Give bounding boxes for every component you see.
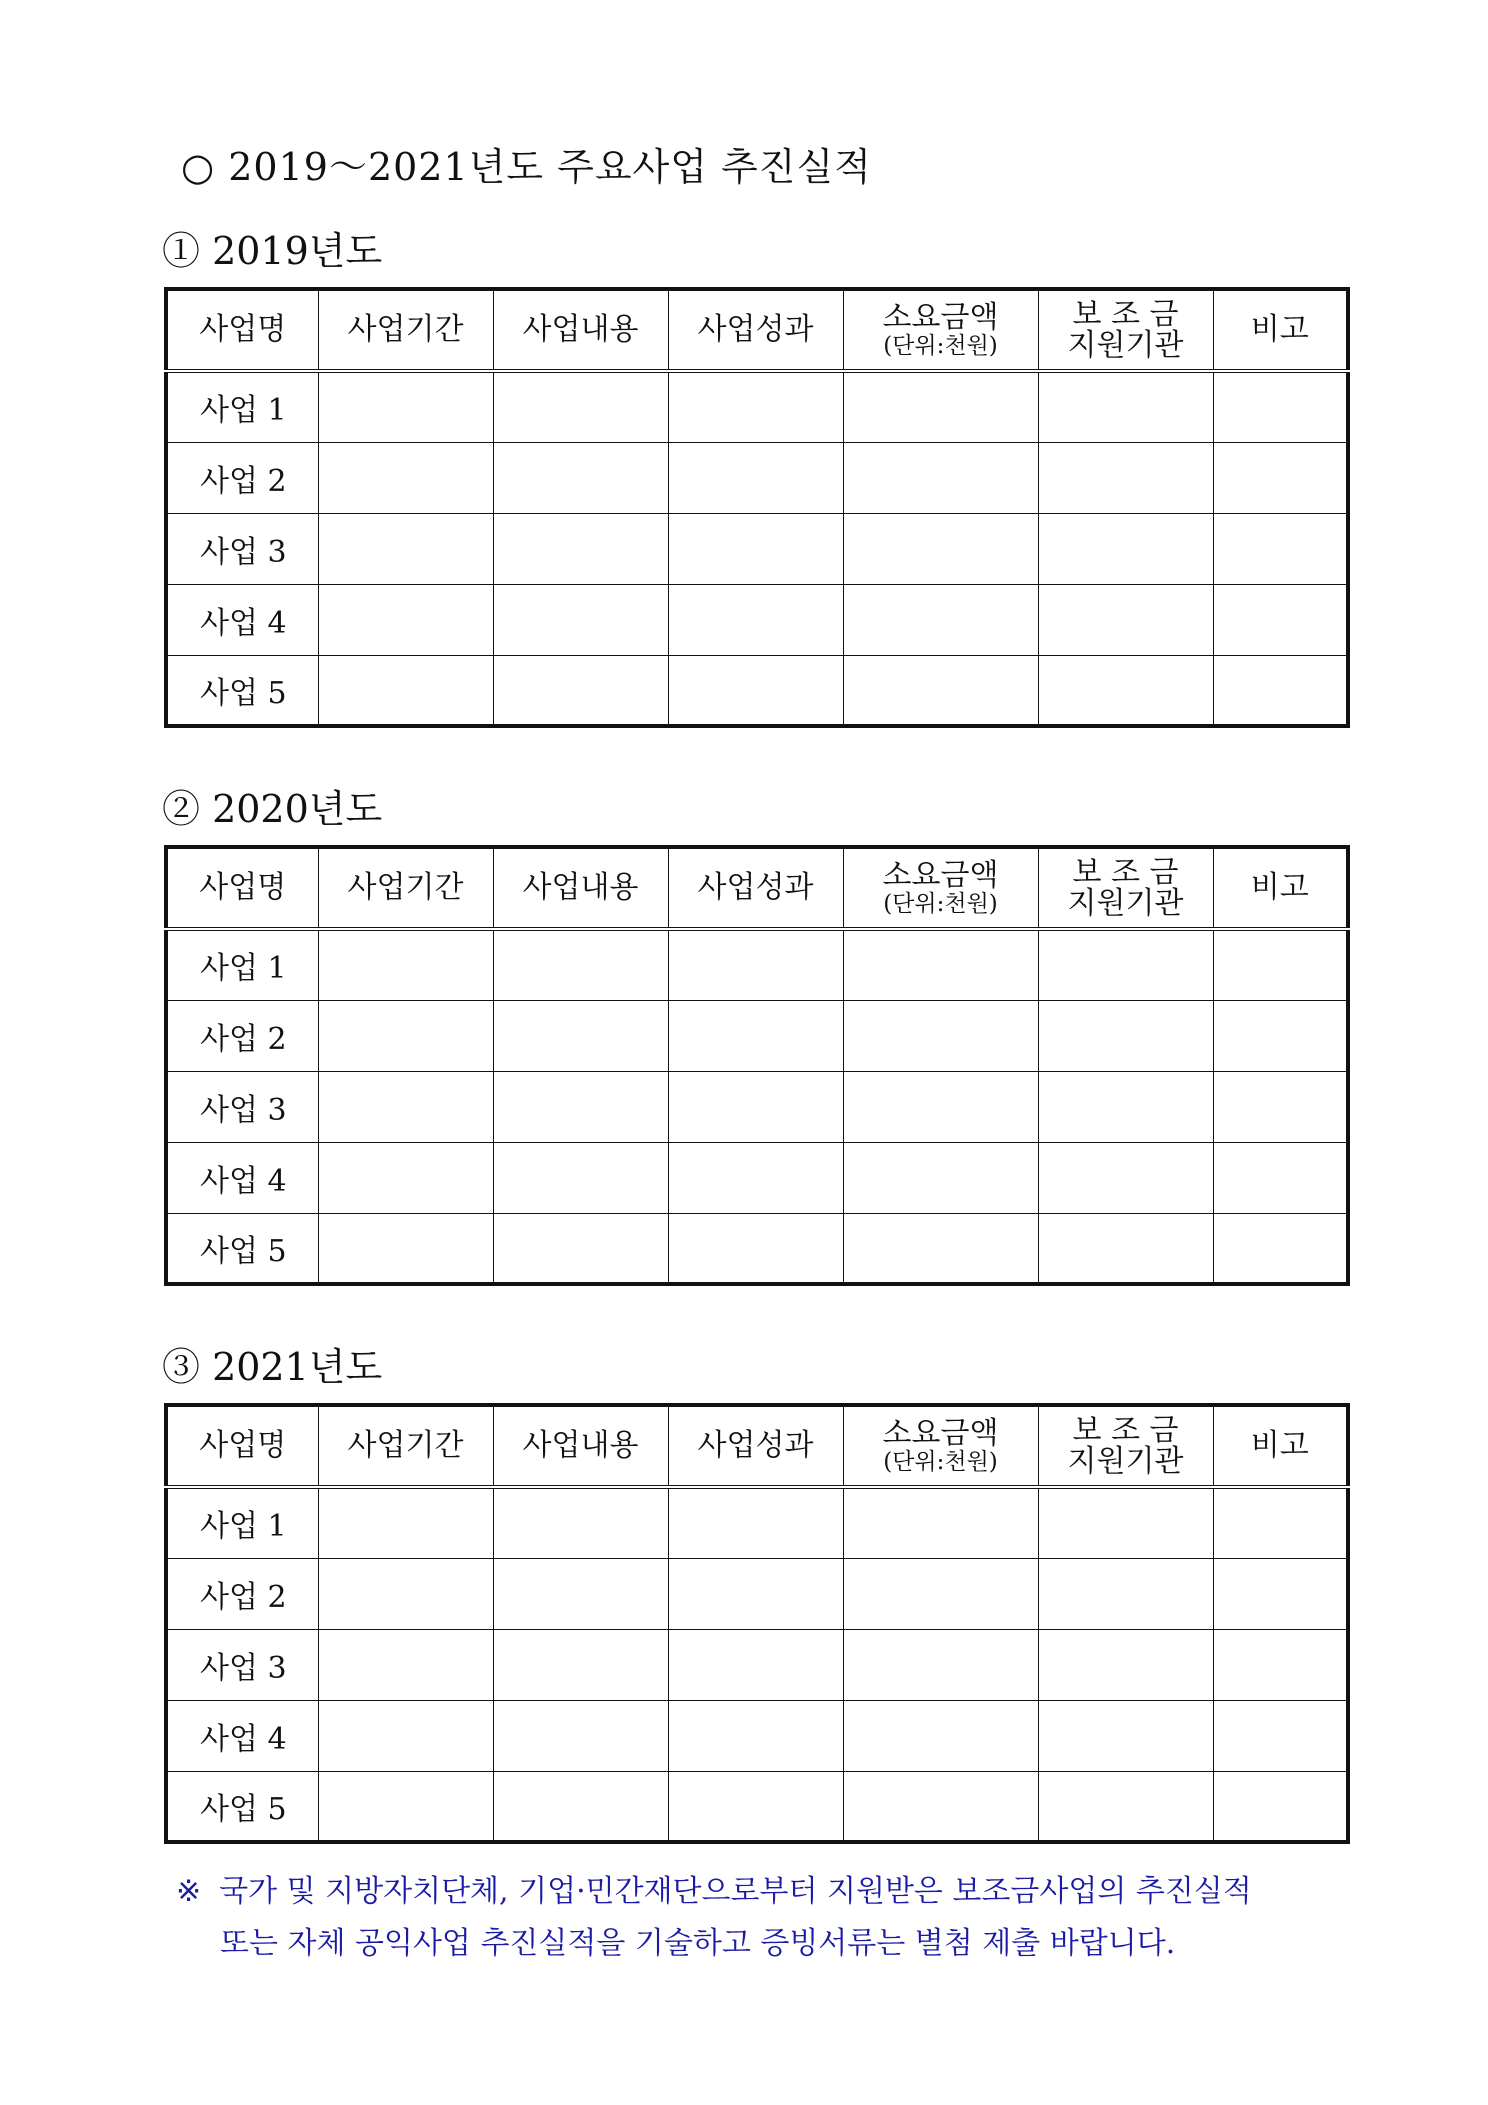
row-label: 사업 1: [166, 1487, 318, 1558]
content-cell[interactable]: [493, 1071, 668, 1142]
header-subsidy-agency: [1038, 289, 1213, 371]
row-label: 사업 1: [166, 371, 318, 442]
header-amount-label: 소요금액: [882, 1416, 999, 1452]
header-business-content: 사업내용: [493, 847, 668, 929]
remarks-cell[interactable]: [1213, 1629, 1348, 1700]
header-remarks: 비고: [1213, 847, 1348, 929]
result-cell[interactable]: [668, 1629, 843, 1700]
row-label: 사업 5: [166, 655, 318, 726]
period-cell[interactable]: [318, 1558, 493, 1629]
subsidy-cell[interactable]: [1038, 1071, 1213, 1142]
header-amount-unit: (단위:천원): [883, 890, 998, 917]
subsidy-cell[interactable]: [1038, 929, 1213, 1000]
amount-cell[interactable]: [843, 1771, 1038, 1842]
row-label: 사업 3: [166, 1071, 318, 1142]
amount-cell[interactable]: [843, 1071, 1038, 1142]
amount-cell[interactable]: [843, 442, 1038, 513]
header-row: [166, 1405, 1348, 1487]
header-subsidy-line2: 지원기관: [1067, 1444, 1184, 1479]
footnote-text-1: 국가 및 지방자치단체, 기업·민간재단으로부터 지원받은 보조금사업의 추진실적: [219, 1874, 1252, 1909]
header-subsidy-line1: 보 조 금: [1072, 1412, 1179, 1448]
remarks-cell[interactable]: [1213, 584, 1348, 655]
result-cell[interactable]: [668, 655, 843, 726]
table-row: [166, 442, 1348, 513]
content-cell[interactable]: [493, 929, 668, 1000]
table-row: [166, 1558, 1348, 1629]
header-business-result: 사업성과: [668, 847, 843, 929]
remarks-cell[interactable]: [1213, 1071, 1348, 1142]
table-row: [166, 1071, 1348, 1142]
subsidy-cell[interactable]: [1038, 1700, 1213, 1771]
period-cell[interactable]: [318, 1142, 493, 1213]
content-cell[interactable]: [493, 1558, 668, 1629]
header-subsidy-line2: 지원기관: [1067, 886, 1184, 921]
row-label: 사업 2: [166, 1000, 318, 1071]
header-subsidy-agency: [1038, 1405, 1213, 1487]
row-label: 사업 2: [166, 442, 318, 513]
result-cell[interactable]: [668, 1071, 843, 1142]
reference-mark-icon: ※: [176, 1874, 202, 1909]
period-cell[interactable]: [318, 1213, 493, 1284]
header-required-amount: [843, 289, 1038, 371]
table-row: [166, 1142, 1348, 1213]
amount-cell[interactable]: [843, 1487, 1038, 1558]
footnote: [176, 1866, 1356, 1970]
subsidy-cell[interactable]: [1038, 1213, 1213, 1284]
amount-cell[interactable]: [843, 584, 1038, 655]
header-amount-label: 소요금액: [882, 300, 999, 336]
header-business-period: 사업기간: [318, 1405, 493, 1487]
remarks-cell[interactable]: [1213, 1558, 1348, 1629]
header-row: [166, 847, 1348, 929]
remarks-cell[interactable]: [1213, 1213, 1348, 1284]
period-cell[interactable]: [318, 1487, 493, 1558]
period-cell[interactable]: [318, 1700, 493, 1771]
amount-cell[interactable]: [843, 1213, 1038, 1284]
row-label: 사업 1: [166, 929, 318, 1000]
amount-cell[interactable]: [843, 655, 1038, 726]
result-cell[interactable]: [668, 584, 843, 655]
section-title-2020: ② 2020년도: [162, 787, 383, 831]
content-cell[interactable]: [493, 655, 668, 726]
table-row: [166, 371, 1348, 442]
amount-cell[interactable]: [843, 1142, 1038, 1213]
remarks-cell[interactable]: [1213, 371, 1348, 442]
amount-cell[interactable]: [843, 371, 1038, 442]
table-row: [166, 1629, 1348, 1700]
subsidy-cell[interactable]: [1038, 442, 1213, 513]
row-label: 사업 5: [166, 1213, 318, 1284]
subsidy-cell[interactable]: [1038, 1142, 1213, 1213]
remarks-cell[interactable]: [1213, 1700, 1348, 1771]
subsidy-cell[interactable]: [1038, 1771, 1213, 1842]
header-business-name: 사업명: [166, 289, 318, 371]
header-business-result: 사업성과: [668, 1405, 843, 1487]
header-amount-label: 소요금액: [882, 858, 999, 894]
content-cell[interactable]: [493, 1629, 668, 1700]
table-row: [166, 1700, 1348, 1771]
subsidy-cell[interactable]: [1038, 1629, 1213, 1700]
content-cell[interactable]: [493, 1771, 668, 1842]
result-cell[interactable]: [668, 1700, 843, 1771]
period-cell[interactable]: [318, 1071, 493, 1142]
result-cell[interactable]: [668, 1000, 843, 1071]
performance-table-2020: [164, 845, 1350, 1286]
header-business-result: 사업성과: [668, 289, 843, 371]
row-label: 사업 2: [166, 1558, 318, 1629]
table-row: [166, 1487, 1348, 1558]
table-row: [166, 584, 1348, 655]
subsidy-cell[interactable]: [1038, 1000, 1213, 1071]
header-subsidy-line2: 지원기관: [1067, 328, 1184, 363]
result-cell[interactable]: [668, 513, 843, 584]
remarks-cell[interactable]: [1213, 442, 1348, 513]
period-cell[interactable]: [318, 584, 493, 655]
result-cell[interactable]: [668, 1771, 843, 1842]
header-subsidy-line1: 보 조 금: [1072, 854, 1179, 890]
content-cell[interactable]: [493, 1700, 668, 1771]
content-cell[interactable]: [493, 513, 668, 584]
content-cell[interactable]: [493, 1213, 668, 1284]
content-cell[interactable]: [493, 1487, 668, 1558]
content-cell[interactable]: [493, 371, 668, 442]
row-label: 사업 4: [166, 1142, 318, 1213]
table-row: [166, 1771, 1348, 1842]
result-cell[interactable]: [668, 929, 843, 1000]
header-business-content: 사업내용: [493, 289, 668, 371]
amount-cell[interactable]: [843, 1629, 1038, 1700]
header-amount-unit: (단위:천원): [883, 1448, 998, 1475]
period-cell[interactable]: [318, 442, 493, 513]
row-label: 사업 3: [166, 1629, 318, 1700]
result-cell[interactable]: [668, 1487, 843, 1558]
header-remarks: 비고: [1213, 289, 1348, 371]
header-remarks: 비고: [1213, 1405, 1348, 1487]
footnote-line-2: 또는 자체 공익사업 추진실적을 기술하고 증빙서류는 별첨 제출 바랍니다.: [220, 1926, 1176, 1961]
period-cell[interactable]: [318, 371, 493, 442]
remarks-cell[interactable]: [1213, 655, 1348, 726]
section-title-2021: ③ 2021년도: [162, 1345, 383, 1389]
footnote-line-1: [176, 1866, 1356, 1918]
result-cell[interactable]: [668, 1213, 843, 1284]
period-cell[interactable]: [318, 929, 493, 1000]
table-row: [166, 1000, 1348, 1071]
header-row: [166, 289, 1348, 371]
section-title-2019: ① 2019년도: [162, 229, 383, 273]
result-cell[interactable]: [668, 371, 843, 442]
header-subsidy-agency: [1038, 847, 1213, 929]
content-cell[interactable]: [493, 584, 668, 655]
period-cell[interactable]: [318, 1000, 493, 1071]
result-cell[interactable]: [668, 1558, 843, 1629]
subsidy-cell[interactable]: [1038, 655, 1213, 726]
remarks-cell[interactable]: [1213, 513, 1348, 584]
period-cell[interactable]: [318, 1771, 493, 1842]
remarks-cell[interactable]: [1213, 1771, 1348, 1842]
remarks-cell[interactable]: [1213, 929, 1348, 1000]
header-business-period: 사업기간: [318, 289, 493, 371]
result-cell[interactable]: [668, 442, 843, 513]
row-label: 사업 4: [166, 584, 318, 655]
subsidy-cell[interactable]: [1038, 371, 1213, 442]
subsidy-cell[interactable]: [1038, 513, 1213, 584]
row-label: 사업 5: [166, 1771, 318, 1842]
table-row: [166, 513, 1348, 584]
remarks-cell[interactable]: [1213, 1487, 1348, 1558]
header-amount-unit: (단위:천원): [883, 332, 998, 359]
header-business-content: 사업내용: [493, 1405, 668, 1487]
header-business-period: 사업기간: [318, 847, 493, 929]
table-row: [166, 655, 1348, 726]
table-row: [166, 929, 1348, 1000]
row-label: 사업 3: [166, 513, 318, 584]
header-business-name: 사업명: [166, 1405, 318, 1487]
subsidy-cell[interactable]: [1038, 1487, 1213, 1558]
content-cell[interactable]: [493, 442, 668, 513]
amount-cell[interactable]: [843, 513, 1038, 584]
page-title: ○ 2019～2021년도 주요사업 추진실적: [181, 145, 872, 189]
header-required-amount: [843, 847, 1038, 929]
amount-cell[interactable]: [843, 1700, 1038, 1771]
remarks-cell[interactable]: [1213, 1142, 1348, 1213]
subsidy-cell[interactable]: [1038, 584, 1213, 655]
period-cell[interactable]: [318, 513, 493, 584]
content-cell[interactable]: [493, 1000, 668, 1071]
row-label: 사업 4: [166, 1700, 318, 1771]
amount-cell[interactable]: [843, 929, 1038, 1000]
performance-table-2019: [164, 287, 1350, 728]
amount-cell[interactable]: [843, 1558, 1038, 1629]
header-required-amount: [843, 1405, 1038, 1487]
content-cell[interactable]: [493, 1142, 668, 1213]
header-subsidy-line1: 보 조 금: [1072, 296, 1179, 332]
period-cell[interactable]: [318, 1629, 493, 1700]
result-cell[interactable]: [668, 1142, 843, 1213]
header-business-name: 사업명: [166, 847, 318, 929]
amount-cell[interactable]: [843, 1000, 1038, 1071]
table-row: [166, 1213, 1348, 1284]
period-cell[interactable]: [318, 655, 493, 726]
remarks-cell[interactable]: [1213, 1000, 1348, 1071]
performance-table-2021: [164, 1403, 1350, 1844]
subsidy-cell[interactable]: [1038, 1558, 1213, 1629]
